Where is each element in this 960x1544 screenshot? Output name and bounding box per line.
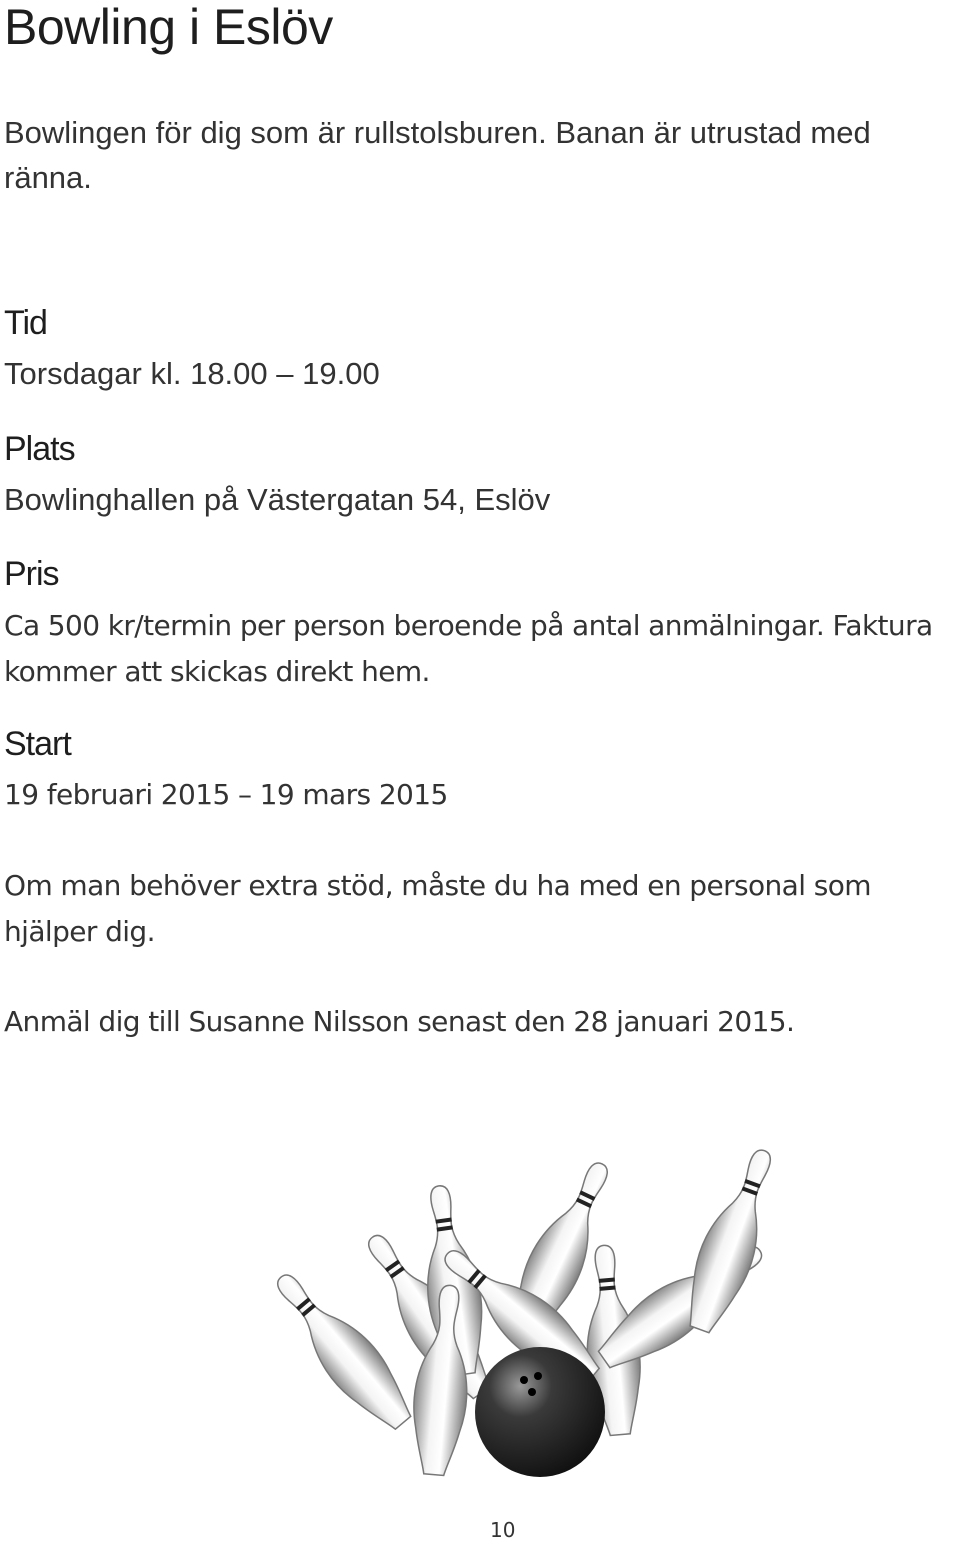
support-note: Om man behöver extra stöd, måste du ha med en personal som hjälper dig.: [4, 869, 871, 948]
pin: [675, 1142, 789, 1338]
heading-tid: Tid: [4, 304, 47, 342]
bowling-ball: [475, 1347, 605, 1477]
time-text: Torsdagar kl. 18.00 – 19.00: [4, 356, 380, 391]
heading-pris: Pris: [4, 555, 59, 593]
location-text: Bowlinghallen på Västergatan 54, Eslöv: [4, 482, 551, 517]
page-number: 10: [490, 1518, 516, 1542]
bowling-pins-and-ball-image: [262, 1130, 802, 1480]
heading-start: Start: [4, 725, 71, 763]
heading-plats: Plats: [4, 430, 75, 468]
page-title: Bowling i Eslöv: [4, 0, 333, 55]
intro-text: Bowlingen för dig som är rullstolsburen. Banan är utrustad med ränna.: [4, 115, 871, 195]
price-text: Ca 500 kr/termin per person beroende på antal anmälningar. Faktura kommer att skickas direkt hem.: [4, 609, 933, 688]
start-text: 19 februari 2015 – 19 mars 2015: [4, 778, 448, 811]
signup-text: Anmäl dig till Susanne Nilsson senast den 28 januari 2015.: [4, 1005, 795, 1038]
